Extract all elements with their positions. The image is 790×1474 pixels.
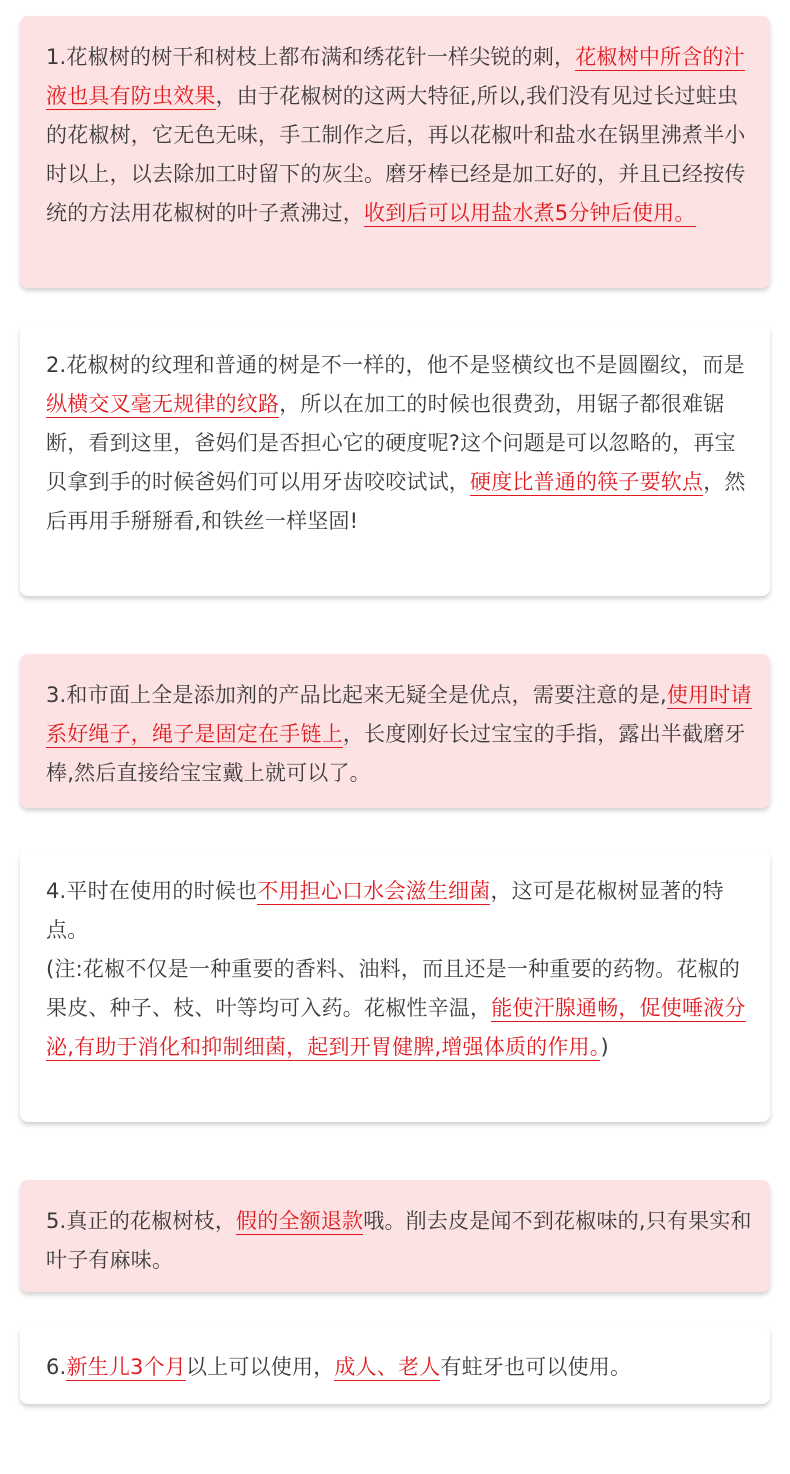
- card-3-paragraph-1: [46, 676, 752, 793]
- highlight-text: 硬度比普通的筷子要软点: [470, 470, 704, 494]
- highlight-text: 纵横交叉毫无规律的纹路: [46, 392, 280, 416]
- body-text: 1.花椒树的树干和树枝上都布满和绣花针一样尖锐的刺，: [46, 45, 576, 69]
- highlight-text: 成人、老人: [334, 1355, 441, 1379]
- info-card-4: [20, 850, 770, 1122]
- body-text: ，由于花椒树的这两大特征,所以,我们没有见过长过蛀虫的花椒树，它无色无味，手工制作之后，再以花椒叶和盐水在锅里沸煮半小时以上，以去除加工时留下的灰尘。磨牙棒已经是加工好的，并且已经按传统的方法用花椒树的叶子煮沸过，: [46, 84, 746, 225]
- body-text: ，所以在加工的时候也很费劲，用锯子都很难锯断，看到这里，爸妈们是否担心它的硬度呢?这个问题是可以忽略的，再宝贝拿到手的时候爸妈们可以用牙齿咬咬试试，: [46, 392, 736, 494]
- body-text: 有蛀牙也可以使用。: [440, 1355, 632, 1379]
- body-text: 3.和市面上全是添加剂的产品比起来无疑全是优点，需要注意的是,: [46, 683, 667, 707]
- highlight-text: 不用担心口水会滋生细菌: [257, 879, 491, 903]
- body-text: 以上可以使用，: [186, 1355, 335, 1379]
- highlight-text: 使用时请系好绳子，绳子是固定在手链上: [46, 683, 752, 746]
- body-text: ): [600, 1035, 609, 1059]
- info-card-2: [20, 324, 770, 596]
- body-text: 6.: [46, 1355, 67, 1379]
- card-2-paragraph-1: [46, 346, 752, 541]
- info-card-1: [20, 16, 770, 288]
- highlight-text: 收到后可以用盐水煮5分钟后使用。: [364, 201, 696, 225]
- highlight-text: 新生儿3个月: [66, 1355, 186, 1379]
- body-text: ，长度刚好长过宝宝的手指，露出半截磨牙棒,然后直接给宝宝戴上就可以了。: [46, 722, 746, 785]
- card-4-paragraph-1: [46, 872, 752, 950]
- highlight-text: 花椒树中所含的汁液也具有防虫效果: [46, 45, 745, 108]
- body-text: (注:花椒不仅是一种重要的香料、油料，而且还是一种重要的药物。花椒的果皮、种子、枝、叶等均可入药。花椒性辛温，: [46, 957, 741, 1020]
- card-4-paragraph-2: [46, 950, 752, 1067]
- body-text: 5.真正的花椒树枝，: [46, 1209, 237, 1233]
- card-6-paragraph-1: [46, 1348, 752, 1387]
- card-5-paragraph-1: [46, 1202, 752, 1280]
- body-text: 4.平时在使用的时候也: [46, 879, 258, 903]
- body-text: ，这可是花椒树显著的特点。: [46, 879, 724, 942]
- info-card-5: [20, 1180, 770, 1292]
- highlight-text: 假的全额退款: [236, 1209, 364, 1233]
- body-text: ，然后再用手掰掰看,和铁丝一样坚固!: [46, 470, 746, 533]
- info-card-3: [20, 654, 770, 808]
- body-text: 2.花椒树的纹理和普通的树是不一样的，他不是竖横纹也不是圆圈纹，而是: [46, 353, 745, 377]
- card-1-paragraph-1: [46, 38, 752, 233]
- highlight-text: 能使汗腺通畅，促使唾液分泌,有助于消化和抑制细菌，起到开胃健脾,增强体质的作用。: [46, 996, 746, 1059]
- body-text: 哦。削去皮是闻不到花椒味的,只有果实和叶子有麻味。: [46, 1209, 752, 1272]
- info-card-6: [20, 1326, 770, 1404]
